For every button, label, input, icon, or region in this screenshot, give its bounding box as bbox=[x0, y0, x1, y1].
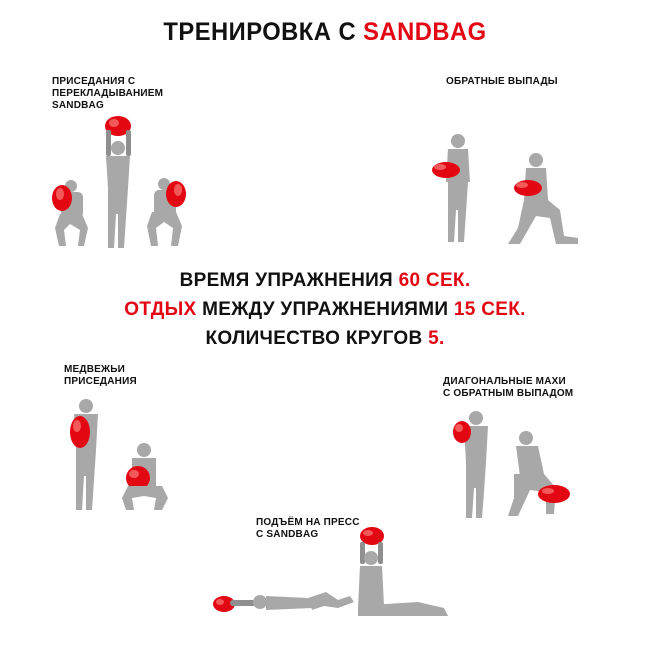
label-line: ПРИСЕДАНИЯ С bbox=[52, 76, 136, 87]
info-text: МЕЖДУ УПРАЖНЕНИЯМИ bbox=[202, 299, 449, 320]
figure-stand-center bbox=[105, 116, 131, 248]
label-line: С ОБРАТНЫМ ВЫПАДОМ bbox=[443, 388, 574, 399]
exercise-label-reverse-lunge bbox=[446, 76, 558, 88]
figure-lunge-standing bbox=[432, 134, 470, 242]
figure-squat-left bbox=[52, 180, 88, 246]
info-rest bbox=[0, 299, 650, 321]
exercise-label-diagonal-swing bbox=[443, 376, 573, 400]
label-line: SANDBAG bbox=[52, 100, 104, 111]
label-line: ДИАГОНАЛЬНЫЕ МАХИ bbox=[443, 376, 566, 387]
info-highlight: ОТДЫХ bbox=[124, 299, 197, 320]
exercise-label-squat-pass bbox=[52, 76, 163, 112]
label-line: ОБРАТНЫЕ ВЫПАДЫ bbox=[446, 76, 558, 87]
figure-sitting-press bbox=[358, 527, 448, 616]
figure-swing-lunge bbox=[508, 431, 570, 516]
info-exercise-time bbox=[0, 270, 650, 292]
info-rounds bbox=[0, 328, 650, 350]
label-line: ПРИСЕДАНИЯ bbox=[64, 376, 137, 387]
exercise-label-bear-squat bbox=[64, 364, 137, 388]
label-line: С SANDBAG bbox=[256, 529, 319, 540]
info-value: 15 СЕК. bbox=[453, 299, 526, 320]
info-text: КОЛИЧЕСТВО КРУГОВ bbox=[205, 328, 423, 349]
figure-lying bbox=[213, 592, 354, 612]
title-main: ТРЕНИРОВКА С bbox=[163, 18, 357, 46]
label-line: ПЕРЕКЛАДЫВАНИЕМ bbox=[52, 88, 164, 99]
figure-bear-squat bbox=[122, 443, 168, 510]
page-title bbox=[16, 18, 634, 47]
bear-squat-illustration bbox=[58, 398, 188, 516]
figure-swing-standing bbox=[453, 411, 488, 518]
figure-squat-right bbox=[147, 178, 186, 246]
situp-press-illustration bbox=[208, 526, 458, 626]
label-line: МЕДВЕЖЬИ bbox=[64, 364, 126, 375]
title-accent: SANDBAG bbox=[363, 18, 487, 46]
diagonal-swing-illustration bbox=[438, 408, 588, 520]
figure-bear-standing bbox=[70, 399, 98, 510]
info-value: 60 СЕК. bbox=[398, 270, 471, 291]
label-line: ПОДЪЁМ НА ПРЕСС bbox=[256, 517, 360, 528]
info-text: ВРЕМЯ УПРАЖНЕНИЯ bbox=[179, 270, 394, 291]
info-value: 5. bbox=[428, 328, 445, 349]
reverse-lunge-illustration bbox=[428, 132, 588, 247]
figure-lunge-down bbox=[508, 153, 578, 244]
squat-pass-illustration bbox=[44, 110, 194, 252]
